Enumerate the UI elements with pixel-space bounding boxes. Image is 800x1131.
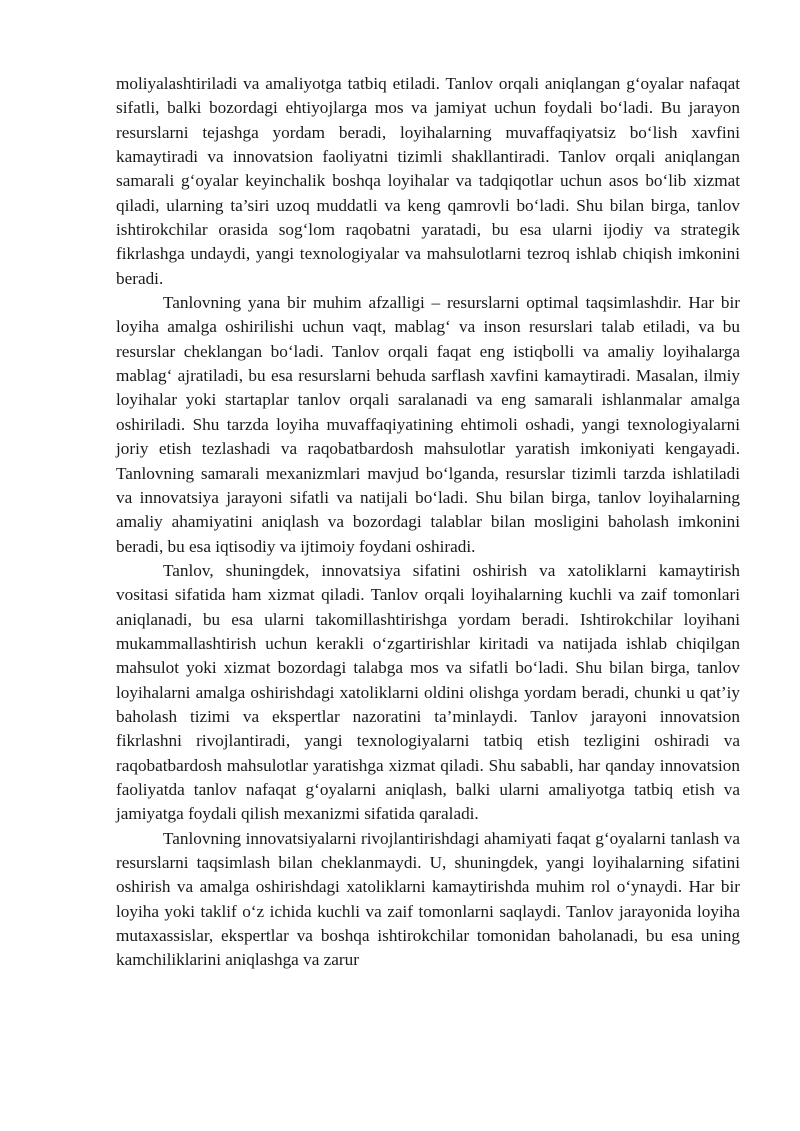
paragraph-resource-allocation: Tanlovning yana bir muhim afzalligi – resurslarni optimal taqsimlashdir. Har bir loyiha amalga oshirilishi uchun vaqt, mablag‘ va inson resurslari talab etiladi, va bu resurslar cheklangan bo‘ladi. Tanlov orqali faqat eng istiqbolli va amaliy loyihalarga mablag‘ ajratiladi, bu esa resurslarni behuda sarflash xavfini kamaytiradi. Masalan, ilmiy loyihalar yoki startaplar tanlov orqali saralanadi va eng samarali ishlanmalar amalga oshiriladi. Shu tarzda loyiha muvaffaqiyatining ehtimoli oshadi, yangi texnologiyalarni joriy etish tezlashadi va raqobatbardosh mahsulotlar yaratish imkoniyati kengayadi. Tanlovning samarali mexanizmlari mavjud bo‘lganda, resurslar tizimli tarzda ishlatiladi va innovatsiya jarayoni sifatli va natijali bo‘ladi. Shu bilan birga, tanlov loyihalarning amaliy ahamiyatini aniqlash va bozordagi talablar bilan mosligini baholash imkonini beradi, bu esa iqtisodiy va ijtimoiy foydani oshiradi. bbox=[116, 293, 740, 556]
body-text bbox=[116, 72, 740, 973]
paragraph-competition-importance: Tanlovning innovatsiyalarni rivojlantirishdagi ahamiyati faqat g‘oyalarni tanlash va resurslarni taqsimlash bilan cheklanmaydi. U, shuningdek, yangi loyihalarning sifatini oshirish va amalga oshirishdagi xatoliklarni kamaytirishda muhim rol o‘ynaydi. Har bir loyiha yoki taklif o‘z ichida kuchli va zaif tomonlarni saqlaydi. Tanlov jarayonida loyiha mutaxassislar, ekspertlar va boshqa ishtirokchilar tomonidan baholanadi, bu esa uning kamchiliklarini aniqlashga va zarur bbox=[116, 828, 740, 970]
paragraph-continuation: moliyalashtiriladi va amaliyotga tatbiq etiladi. Tanlov orqali aniqlangan g‘oyalar nafaqat sifatli, balki bozordagi ehtiyojlarga mos va jamiyat uchun foydali bo‘ladi. Bu jarayon resurslarni tejashga yordam beradi, loyihalarning muvaffaqiyatsiz bo‘lish xavfini kamaytiradi va innovatsion faoliyatni tizimli shakllantiradi. Tanlov orqali aniqlangan samarali g‘oyalar keyinchalik boshqa loyihalar va tadqiqotlar uchun asos bo‘lib xizmat qiladi, ularning ta’siri uzoq muddatli va keng qamrovli bo‘ladi. Shu bilan birga, tanlov ishtirokchilar orasida sog‘lom raqobatni yaratadi, bu esa ularni ijodiy va strategik fikrlashga undaydi, yangi texnologiyalar va mahsulotlarni tezroq ishlab chiqish imkonini beradi. bbox=[116, 74, 740, 288]
paragraph-innovation-quality: Tanlov, shuningdek, innovatsiya sifatini oshirish va xatoliklarni kamaytirish vositasi sifatida ham xizmat qiladi. Tanlov orqali loyihalarning kuchli va zaif tomonlari aniqlanadi, bu esa ularni takomillashtirishga yordam beradi. Ishtirokchilar loyihani mukammallashtirish uchun kerakli o‘zgartirishlar kiritadi va natijada ishlab chiqilgan mahsulot yoki xizmat bozordagi talabga mos va sifatli bo‘ladi. Shu bilan birga, tanlov loyihalarni amalga oshirishdagi xatoliklarni oldini olishga yordam beradi, chunki u qat’iy baholash tizimi va ekspertlar nazoratini ta’minlaydi. Tanlov jarayoni innovatsion fikrlashni rivojlantiradi, yangi texnologiyalarni tatbiq etish tezligini oshiradi va raqobatbardosh mahsulotlar yaratishga xizmat qiladi. Shu sababli, har qanday innovatsion faoliyatda tanlov nafaqat g‘oyalarni aniqlash, balki ularni amaliyotga tatbiq etish va jamiyatga foydali qilish mexanizmi sifatida qaraladi. bbox=[116, 560, 740, 824]
